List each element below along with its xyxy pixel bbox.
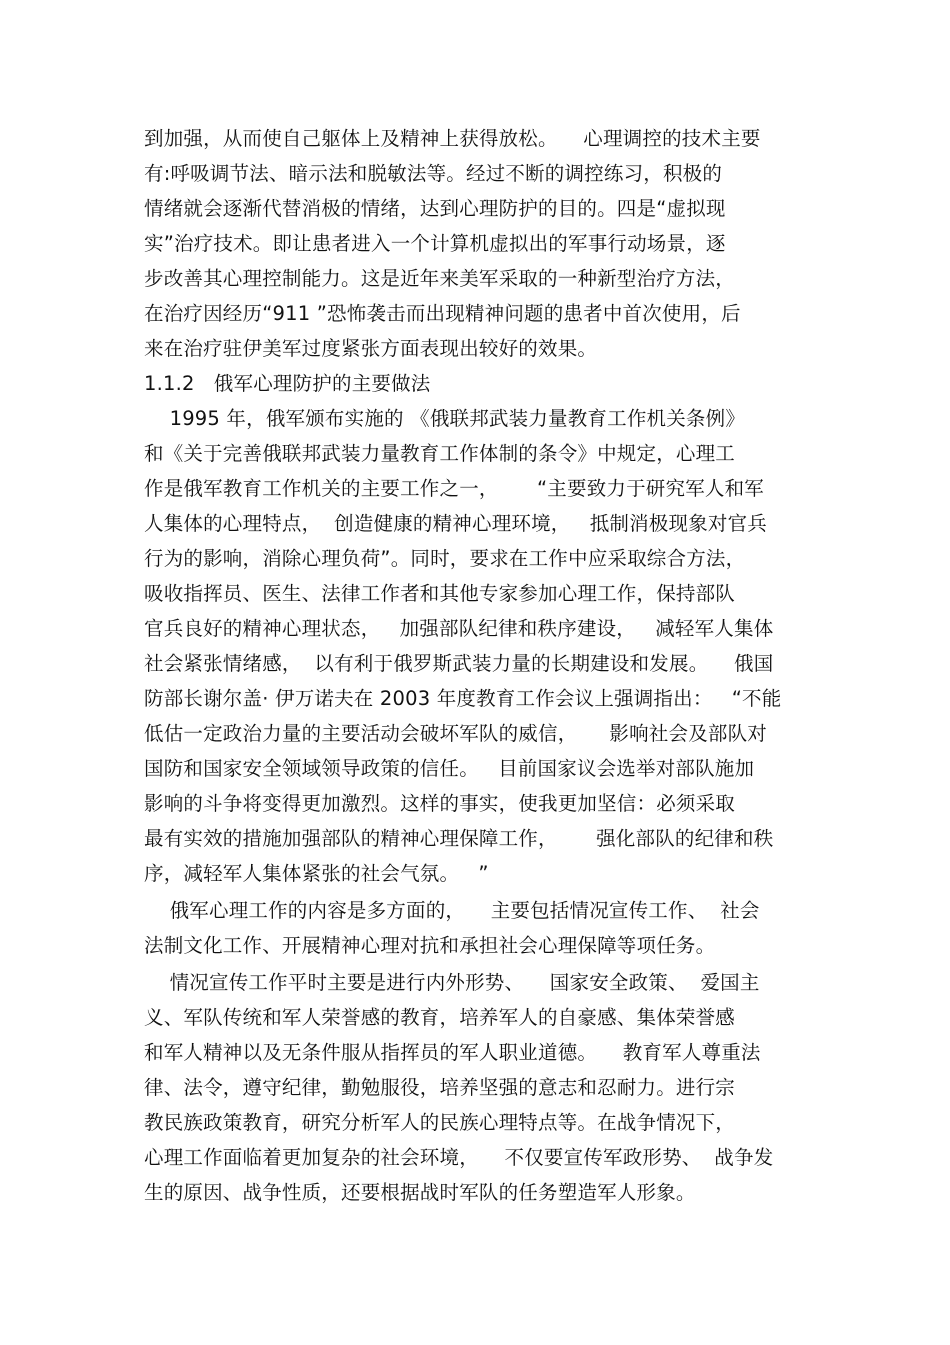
text-line: 法制文化工作、开展精神心理对抗和承担社会心理保障等项任务。 — [144, 934, 716, 957]
text-line: 来在治疗驻伊美军过度紧张方面表现出较好的效果。 — [144, 337, 598, 360]
text-line: 防部长谢尔盖· 伊万诺夫在 2003 年度教育工作会议上强调指出： “不能 — [144, 687, 782, 710]
text-line: 低估一定政治力量的主要活动会破坏军队的威信， 影响社会及部队对 — [144, 722, 767, 745]
text-line: 官兵良好的精神心理状态， 加强部队纪律和秩序建设， 减轻军人集体 — [144, 617, 774, 640]
text-line: 教民族政策教育，研究分析军人的民族心理特点等。在战争情况下， — [144, 1111, 736, 1134]
text-line: 步改善其心理控制能力。这是近年来美军采取的一种新型治疗方法， — [144, 267, 736, 290]
text-line: 行为的影响，消除心理负荷”。同时，要求在工作中应采取综合方法， — [144, 547, 746, 570]
text-line: 吸收指挥员、医生、法律工作者和其他专家参加心理工作，保持部队 — [144, 582, 736, 605]
text-line: 和《关于完善俄联邦武装力量教育工作体制的条令》中规定，心理工 — [144, 442, 736, 465]
text-line: 影响的斗争将变得更加激烈。这样的事实，使我更加坚信：必须采取 — [144, 792, 736, 815]
text-line: 在治疗因经历“911 ”恐怖袭击而出现精神问题的患者中首次使用，后 — [144, 302, 741, 325]
text-line: 最有实效的措施加强部队的精神心理保障工作， 强化部队的纪律和秩 — [144, 827, 774, 850]
text-line: 情绪就会逐渐代替消极的情绪，达到心理防护的目的。四是“虚拟现 — [144, 197, 726, 220]
text-line: 律、法令，遵守纪律，勤勉服役，培养坚强的意志和忍耐力。进行宗 — [144, 1076, 736, 1099]
text-line: 实”治疗技术。即让患者进入一个计算机虚拟出的军事行动场景，逐 — [144, 232, 726, 255]
text-line: 心理工作面临着更加复杂的社会环境， 不仅要宣传军政形势、 战争发 — [144, 1146, 774, 1169]
text-line: 作是俄军教育工作机关的主要工作之一， “主要致力于研究军人和军 — [144, 477, 764, 500]
text-line: 义、军队传统和军人荣誉感的教育，培养军人的自豪感、集体荣誉感 — [144, 1006, 736, 1029]
text-line: 人集体的心理特点， 创造健康的精神心理环境， 抵制消极现象对官兵 — [144, 512, 767, 535]
text-line: 1995 年，俄军颁布实施的 《俄联邦武装力量教育工作机关条例》 — [144, 407, 746, 430]
text-line: 到加强，从而使自己躯体上及精神上获得放松。 心理调控的技术主要 — [144, 127, 761, 150]
text-line: 生的原因、战争性质，还要根据战时军队的任务塑造军人形象。 — [144, 1181, 696, 1204]
text-line: 有:呼吸调节法、暗示法和脱敏法等。经过不断的调控练习，积极的 — [144, 162, 723, 185]
text-line: 俄军心理工作的内容是多方面的， 主要包括情况宣传工作、 社会 — [144, 899, 760, 922]
text-line: 序，减轻军人集体紧张的社会气氛。 ” — [144, 862, 489, 885]
section-heading: 1.1.2 俄军心理防护的主要做法 — [144, 372, 431, 395]
text-line: 情况宣传工作平时主要是进行内外形势、 国家安全政策、 爱国主 — [144, 971, 760, 994]
text-line: 和军人精神以及无条件服从指挥员的军人职业道德。 教育军人尊重法 — [144, 1041, 761, 1064]
text-line: 社会紧张情绪感， 以有利于俄罗斯武装力量的长期建设和发展。 俄国 — [144, 652, 774, 675]
text-line: 国防和国家安全领域领导政策的信任。 目前国家议会选举对部队施加 — [144, 757, 755, 780]
